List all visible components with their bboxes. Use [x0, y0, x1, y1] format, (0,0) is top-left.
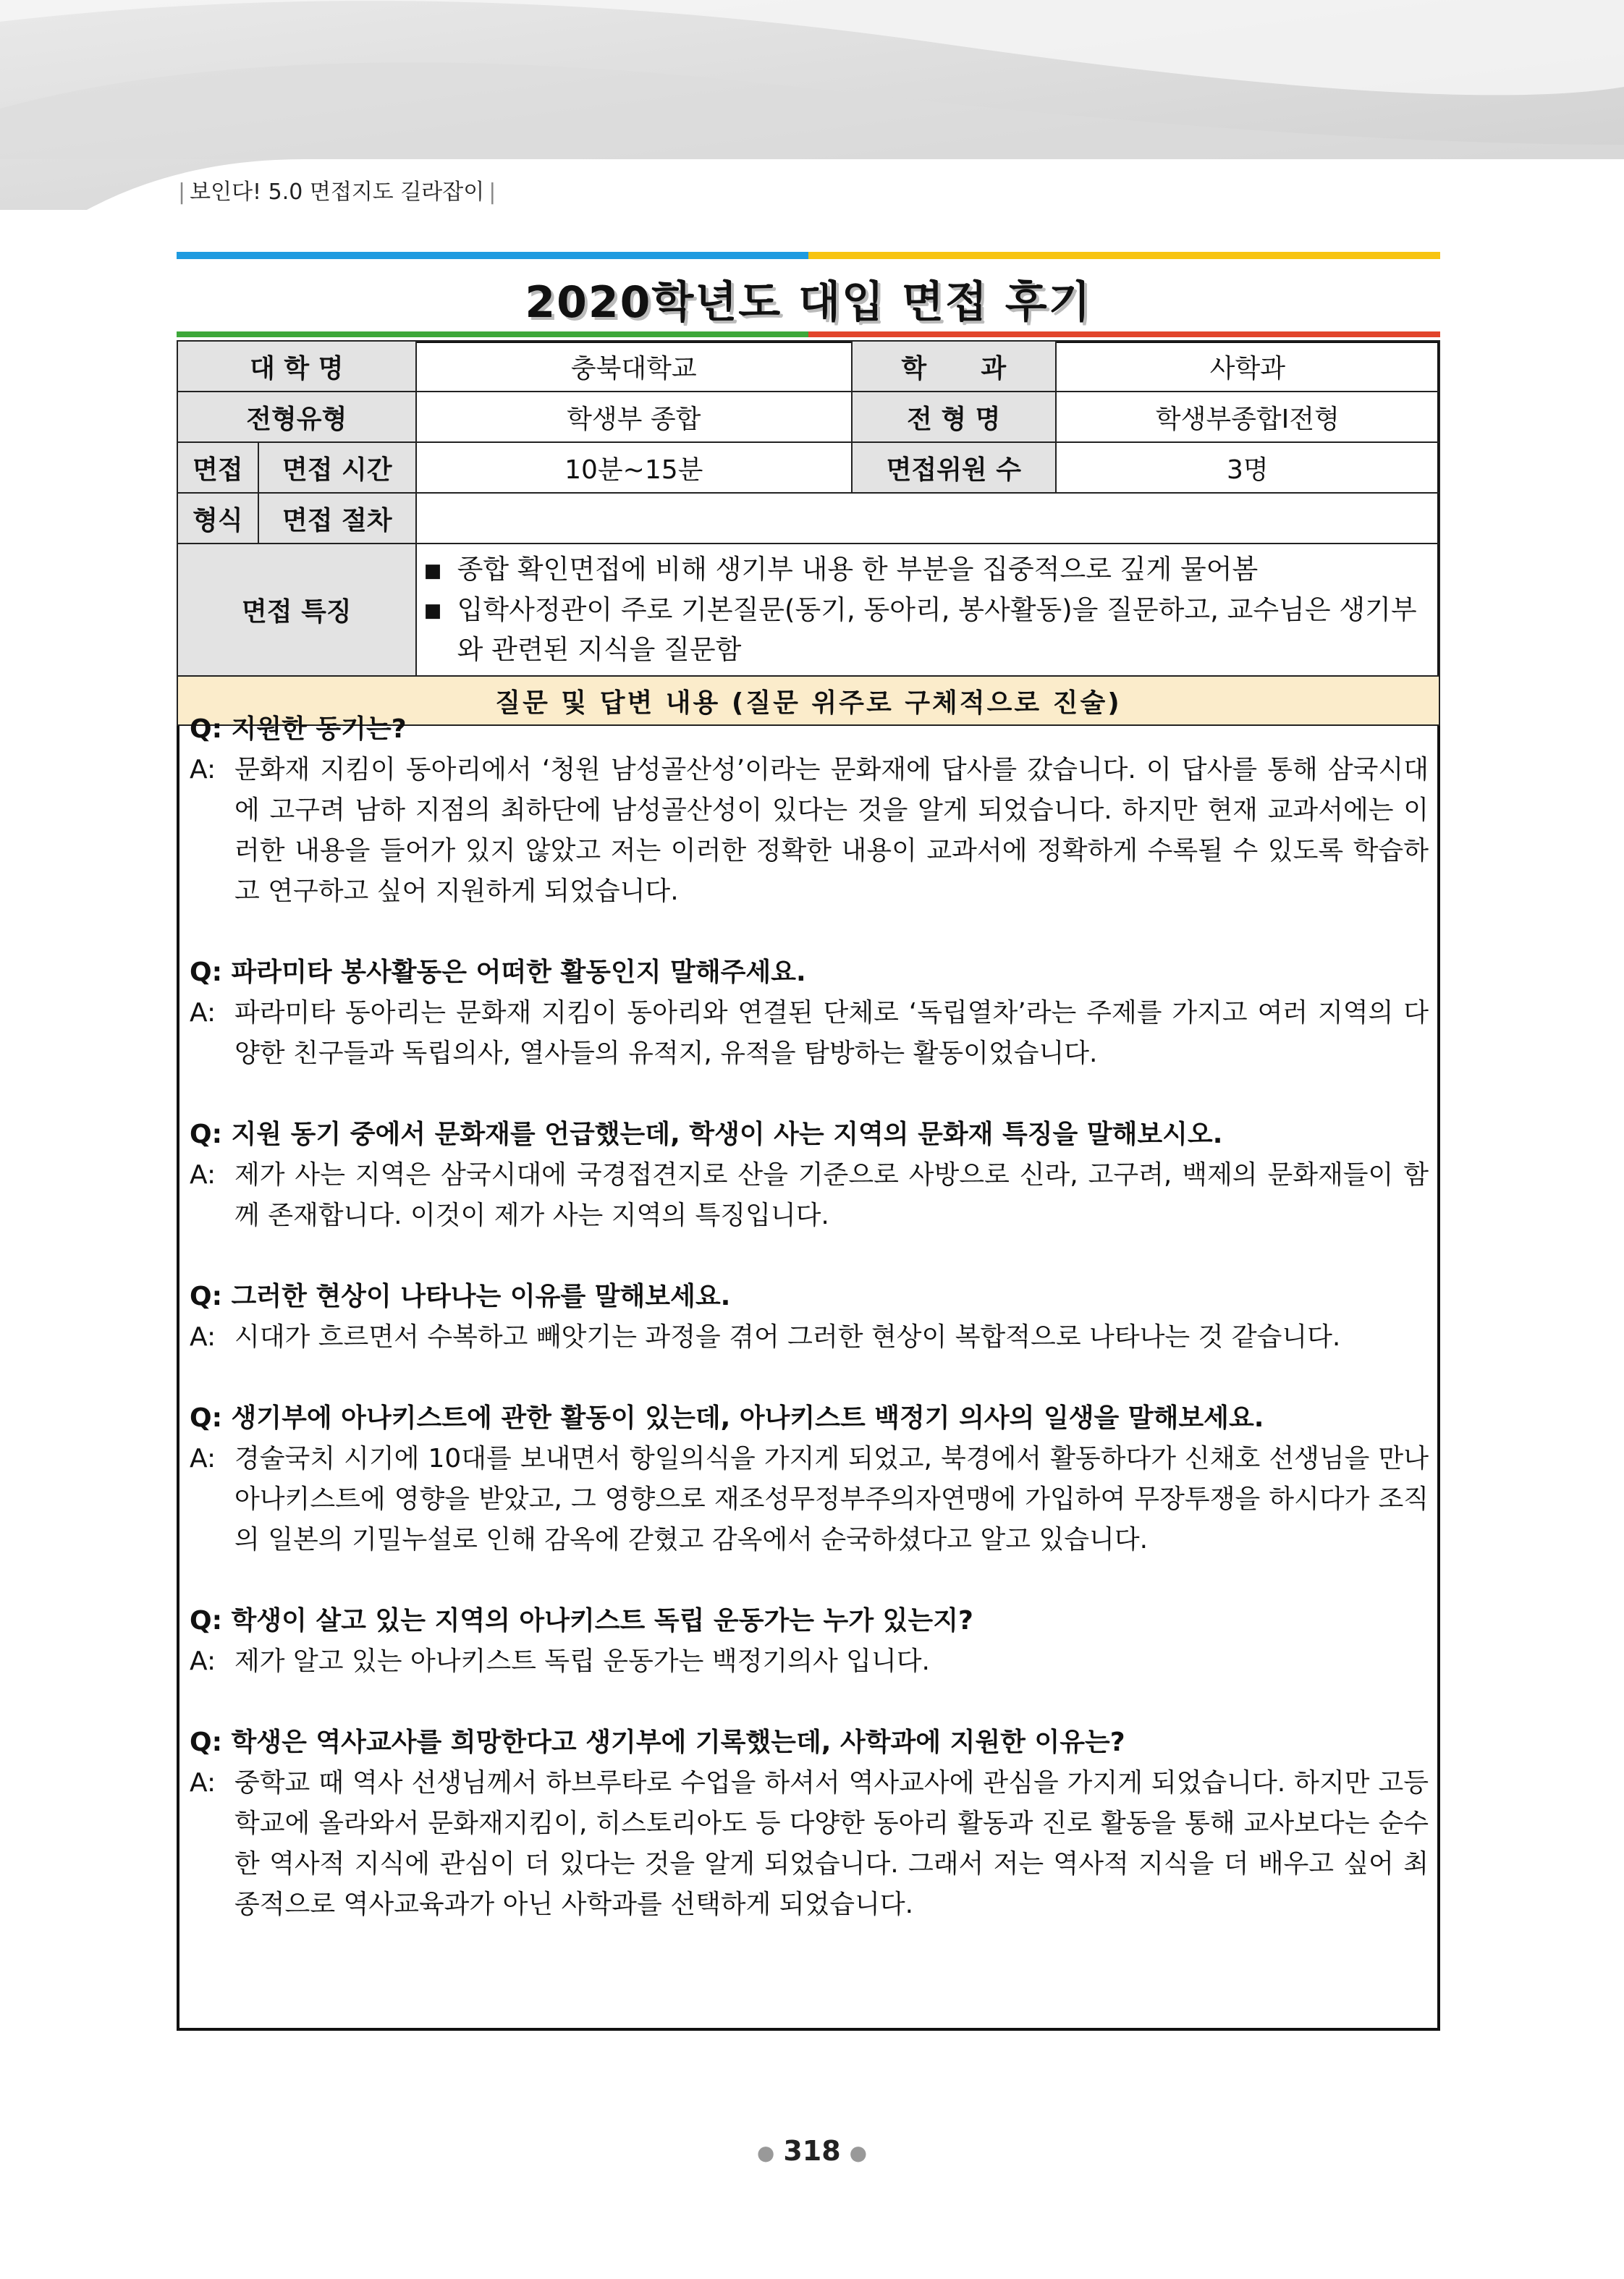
qa-item	[190, 1115, 1429, 1236]
interviewers-value: 3명	[1056, 442, 1439, 493]
qa-item	[190, 1601, 1429, 1682]
admission-type-value: 학생부 종합	[416, 392, 852, 442]
qa-item	[190, 1398, 1429, 1560]
answer-label: A:	[190, 998, 216, 1028]
university-value: 충북대학교	[416, 341, 852, 392]
title-underline	[177, 331, 1440, 337]
top-color-bar	[177, 252, 1440, 259]
series-title: 보인다! 5.0 면접지도 길라잡이	[190, 179, 485, 205]
dot-icon: ●	[756, 2141, 775, 2165]
answer: 시대가 흐르면서 수복하고 빼앗기는 과정을 겪어 그러한 현상이 복합적으로 나타나는 것 같습니다.	[234, 1322, 1341, 1352]
interviewers-label: 면접위원 수	[852, 442, 1056, 493]
dot-icon: ●	[849, 2141, 868, 2165]
question: Q: 그러한 현상이 나타나는 이유를 말해보세요.	[190, 1282, 731, 1311]
interview-info-table	[177, 340, 1440, 726]
answer: 경술국치 시기에 10대를 보내면서 항일의식을 가지게 되었고, 북경에서 활동하다가 신채호 선생님을 만나 아나키스트에 영향을 받았고, 그 영향으로 재조성무정부주의자연맹에 가입하여 무장투쟁을 하시다가 조직의 일본의 기밀누설로 인해 감옥에 갇혔고 감옥에서 순국하셨다고 알고 있습니다.	[234, 1444, 1429, 1555]
admission-type-label: 전형유형	[177, 392, 416, 442]
answer-label: A:	[190, 1646, 216, 1676]
question: Q: 생기부에 아나키스트에 관한 활동이 있는데, 아나키스트 백정기 의사의 일생을 말해보세요.	[190, 1403, 1264, 1433]
procedure-label: 면접 절차	[258, 493, 416, 544]
qa-item	[190, 1722, 1429, 1925]
admission-name-value: 학생부종합Ⅰ전형	[1056, 392, 1439, 442]
page-footer	[0, 2135, 1624, 2167]
question: Q: 학생이 살고 있는 지역의 아나키스트 독립 운동가는 누가 있는지?	[190, 1606, 973, 1636]
square-bullet-icon: ■	[423, 600, 442, 622]
page-title: 2020학년도 대입 면접 후기	[525, 277, 1092, 328]
question: Q: 지원 동기 중에서 문화재를 언급했는데, 학생이 사는 지역의 문화재 특징을 말해보시오.	[190, 1120, 1223, 1149]
running-header: | 보인다! 5.0 면접지도 길라잡이 |	[178, 179, 496, 205]
answer: 제가 알고 있는 아나키스트 독립 운동가는 백정기의사 입니다.	[234, 1646, 930, 1676]
question: Q: 지원한 동기는?	[190, 714, 407, 744]
answer: 제가 사는 지역은 삼국시대에 국경접견지로 산을 기준으로 사방으로 신라, 고구려, 백제의 문화재들이 함께 존재합니다. 이것이 제가 사는 지역의 특징입니다.	[234, 1160, 1429, 1230]
features-list	[416, 544, 1439, 676]
format-label-top: 면접	[177, 442, 258, 493]
feature-item: ■ 입학사정관이 주로 기본질문(동기, 동아리, 봉사활동)을 질문하고, 교수님은 생기부와 관련된 지식을 질문함	[424, 591, 1431, 670]
answer: 중학교 때 역사 선생님께서 하브루타로 수업을 하셔서 역사교사에 관심을 가지게 되었습니다. 하지만 고등학교에 올라와서 문화재지킴이, 히스토리아도 등 다양한 동아리 활동과 진로 활동을 통해 교사보다는 순수한 역사적 지식에 관심이 더 있다는 것을 알게 되었습니다. 그래서 저는 역사적 지식을 더 배우고 싶어 최종적으로 역사교육과가 아닌 사학과를 선택하게 되었습니다.	[234, 1768, 1429, 1919]
university-label: 대 학 명	[177, 341, 416, 392]
admission-name-label: 전 형 명	[852, 392, 1056, 442]
answer-label: A:	[190, 1768, 216, 1798]
features-label: 면접 특징	[177, 544, 416, 676]
time-value: 10분~15분	[416, 442, 852, 493]
time-label: 면접 시간	[258, 442, 416, 493]
format-label-bottom: 형식	[177, 493, 258, 544]
department-label: 학 과	[852, 341, 1056, 392]
question: Q: 학생은 역사교사를 희망한다고 생기부에 기록했는데, 사학과에 지원한 이유는?	[190, 1728, 1125, 1757]
page-number: 318	[783, 2135, 841, 2167]
feature-item: ■ 종합 확인면접에 비해 생기부 내용 한 부분을 집중적으로 깊게 물어봄	[424, 550, 1431, 591]
square-bullet-icon: ■	[423, 559, 442, 582]
answer-label: A:	[190, 1322, 216, 1352]
question: Q: 파라미타 봉사활동은 어떠한 활동인지 말해주세요.	[190, 957, 806, 987]
procedure-value	[416, 493, 1439, 544]
answer: 파라미타 동아리는 문화재 지킴이 동아리와 연결된 단체로 ‘독립열차’라는 주제를 가지고 여러 지역의 다양한 친구들과 독립의사, 열사들의 유적지, 유적을 탐방하는 활동이었습니다.	[234, 998, 1429, 1068]
answer-label: A:	[190, 1444, 216, 1473]
answer-label: A:	[190, 1160, 216, 1190]
answer: 문화재 지킴이 동아리에서 ‘청원 남성골산성’이라는 문화재에 답사를 갔습니다. 이 답사를 통해 삼국시대에 고구려 남하 지점의 최하단에 남성골산성이 있다는 것을 알게 되었습니다. 하지만 현재 교과서에는 이러한 내용을 들어가 있지 않았고 저는 이러한 정확한 내용이 교과서에 정확하게 수록될 수 있도록 학습하고 연구하고 싶어 지원하게 되었습니다.	[234, 755, 1429, 906]
department-value: 사학과	[1056, 341, 1439, 392]
qa-section-header: 질문 및 답변 내용 (질문 위주로 구체적으로 진술)	[177, 676, 1439, 725]
qa-item	[190, 709, 1429, 912]
answer-label: A:	[190, 755, 216, 785]
qa-content	[190, 709, 1429, 1966]
qa-item	[190, 952, 1429, 1074]
qa-item	[190, 1277, 1429, 1358]
